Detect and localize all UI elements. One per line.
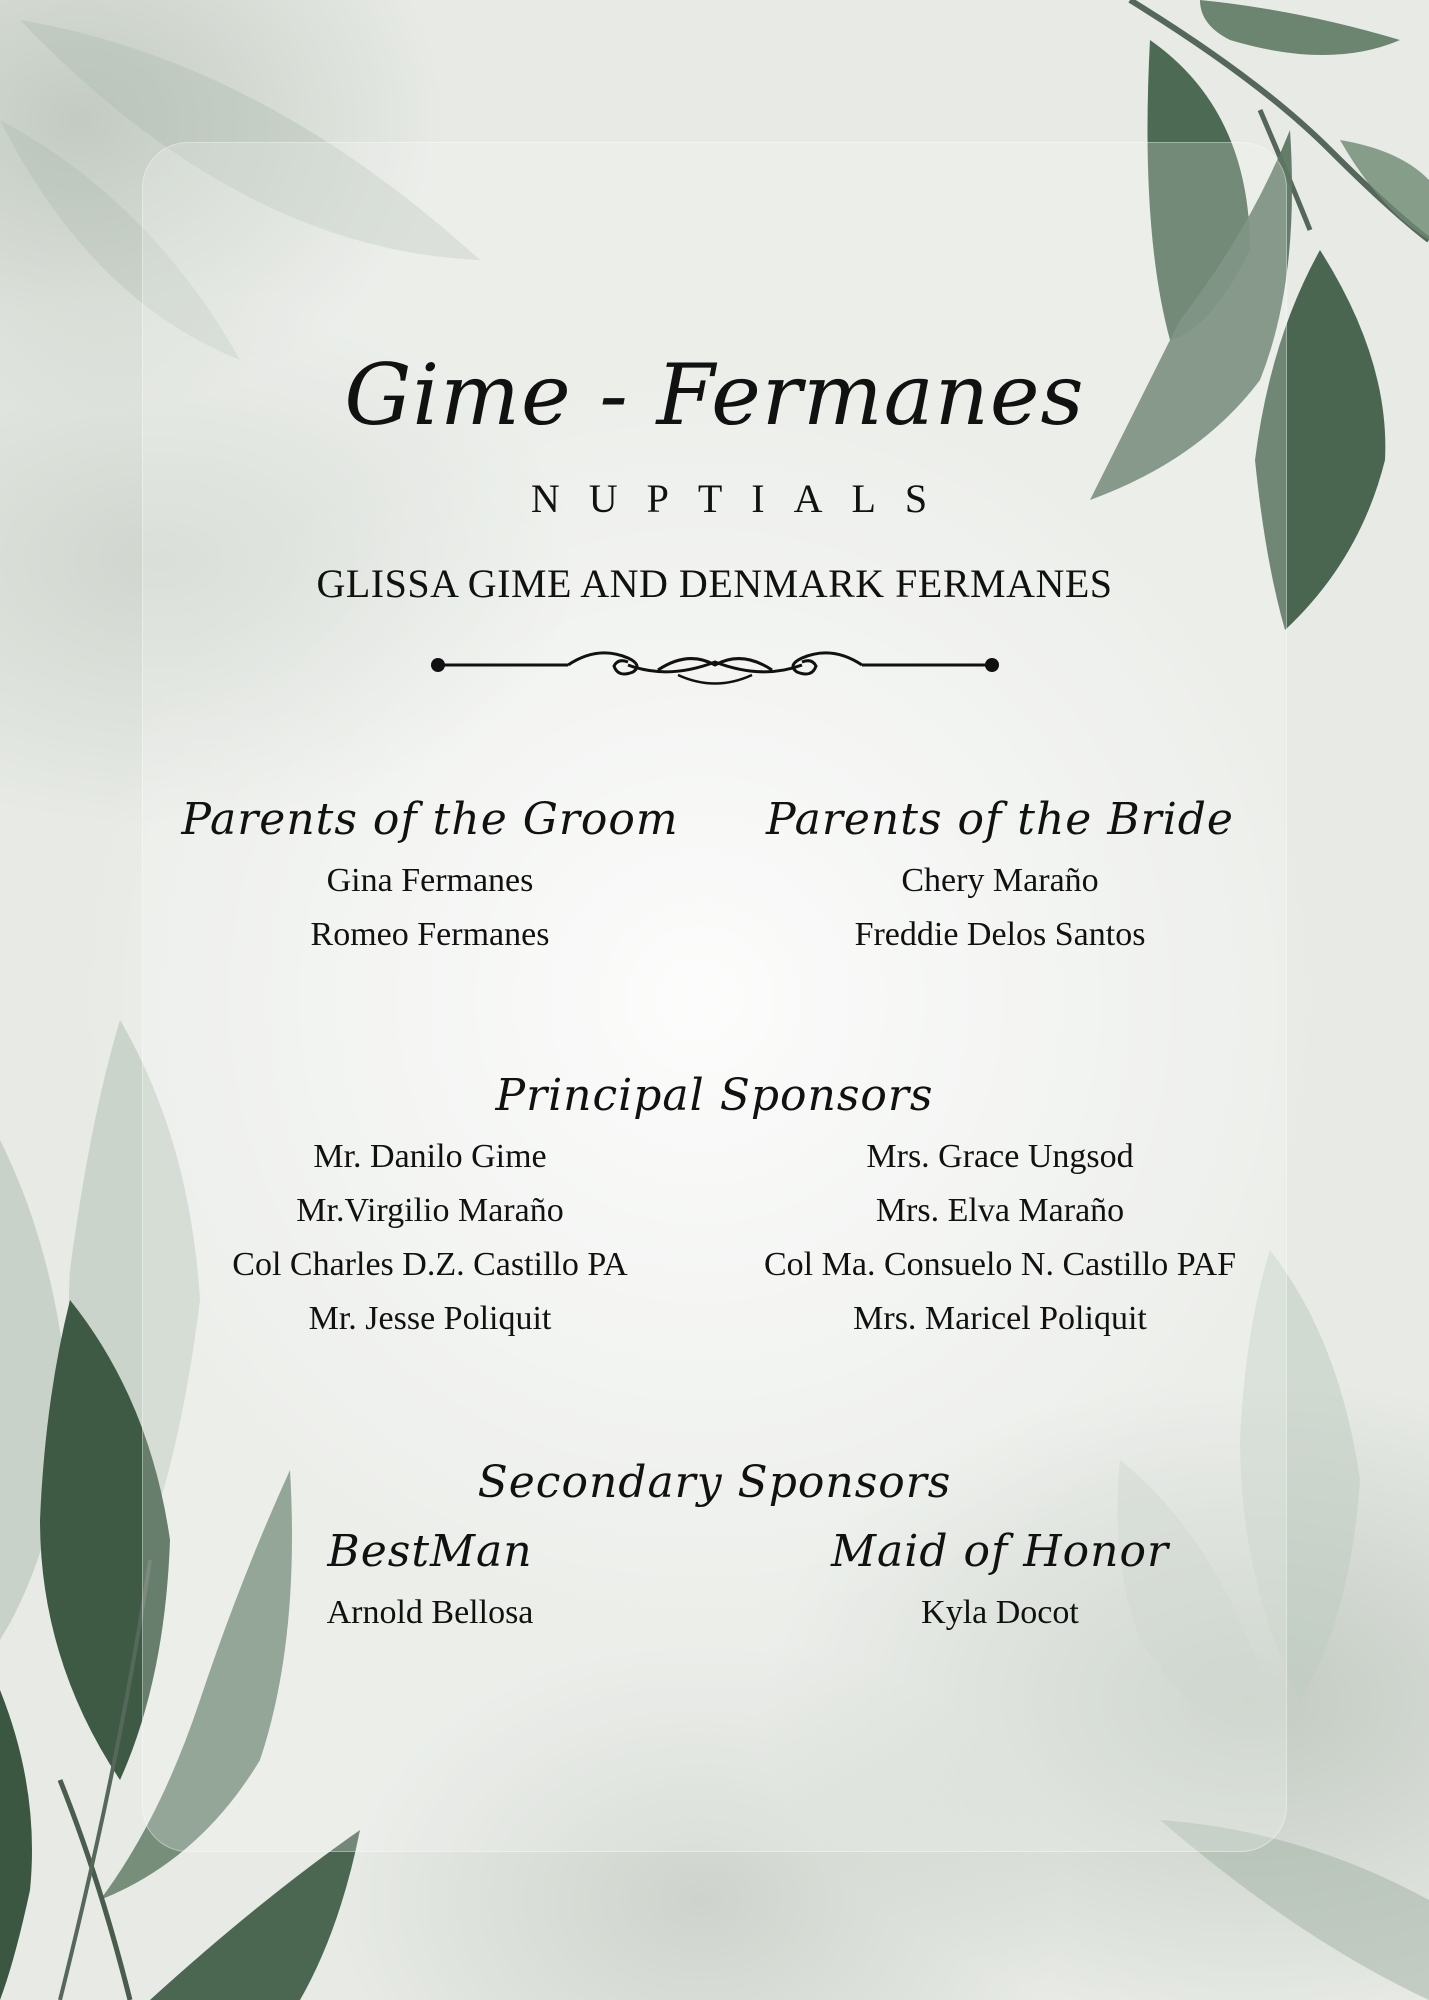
sponsor-name: Mr.Virgilio Maraño bbox=[296, 1192, 564, 1229]
couple-surname-title: Gime - Fermanes bbox=[344, 346, 1085, 444]
maid-of-honor-heading: Maid of Honor bbox=[831, 1526, 1169, 1577]
principal-sponsors-left-list bbox=[175, 1130, 685, 1346]
principal-sponsors-heading: Principal Sponsors bbox=[495, 1070, 934, 1121]
ornament-divider bbox=[428, 630, 1002, 700]
secondary-sponsors-heading: Secondary Sponsors bbox=[477, 1457, 952, 1508]
best-man-section bbox=[175, 1524, 685, 1640]
sponsor-name: Col Charles D.Z. Castillo PA bbox=[232, 1246, 628, 1283]
parents-of-bride-section bbox=[745, 792, 1255, 962]
sponsor-name: Mrs. Maricel Poliquit bbox=[853, 1300, 1147, 1337]
sponsor-name: Mr. Danilo Gime bbox=[313, 1138, 547, 1175]
parents-of-groom-heading: Parents of the Groom bbox=[181, 794, 679, 845]
bride-parent-name: Freddie Delos Santos bbox=[854, 916, 1146, 953]
parents-of-bride-heading: Parents of the Bride bbox=[766, 794, 1234, 845]
maid-of-honor-name: Kyla Docot bbox=[921, 1594, 1079, 1631]
groom-parent-name: Gina Fermanes bbox=[326, 862, 534, 899]
bride-parent-name: Chery Maraño bbox=[901, 862, 1099, 899]
sponsor-name: Mrs. Grace Ungsod bbox=[866, 1138, 1134, 1175]
best-man-heading: BestMan bbox=[327, 1526, 533, 1577]
principal-sponsors-right-list bbox=[715, 1130, 1285, 1346]
nuptials-subtitle: NUPTIALS bbox=[530, 476, 957, 521]
groom-parent-name: Romeo Fermanes bbox=[310, 916, 550, 953]
couple-full-names: GLISSA GIME AND DENMARK FERMANES bbox=[316, 561, 1113, 606]
best-man-name: Arnold Bellosa bbox=[326, 1594, 534, 1631]
sponsor-name: Mrs. Elva Maraño bbox=[875, 1192, 1125, 1229]
parents-of-groom-section bbox=[175, 792, 685, 962]
sponsor-name: Col Ma. Consuelo N. Castillo PAF bbox=[764, 1246, 1236, 1283]
sponsor-name: Mr. Jesse Poliquit bbox=[308, 1300, 552, 1337]
maid-of-honor-section bbox=[745, 1524, 1255, 1640]
